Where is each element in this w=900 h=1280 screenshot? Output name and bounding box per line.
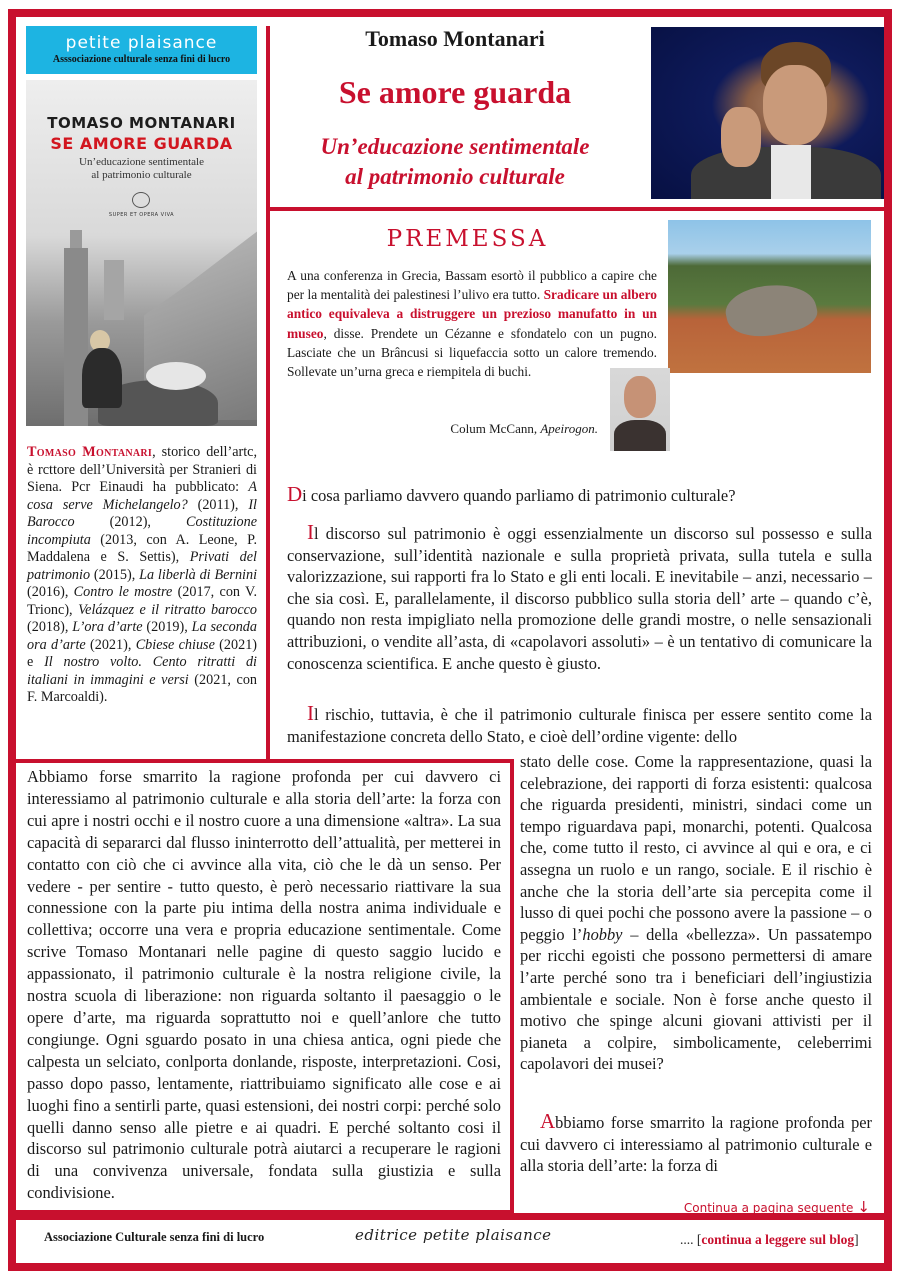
bio-works	[27, 479, 257, 705]
premessa-text-before: A una conferenza in Grecia, Bassam esortò il pubblico a capire che per la mentalità dei palestinesi l’ulivo era tutto.	[287, 268, 657, 303]
bio-work-title: La liberlà di Bernini	[139, 566, 258, 583]
continue-next-page-link[interactable]	[600, 1198, 870, 1216]
footer-association: Associazione Culturale senza fini di lucro	[44, 1230, 265, 1244]
premessa-quote	[287, 266, 657, 381]
cover-author: TOMASO MONTANARI	[47, 114, 236, 132]
bio-work-title: A cosa serve Michelangelo?	[27, 479, 257, 513]
paragraph-text: l discorso sul patrimonio è oggi essenzialmente un discorso sul possesso e sulla conservazione, sull’identità nazionale e sulla proprietà privata, sulla tutela e sulla valorizzazione, sui rapporti fra lo Stato e gli enti locali. E inevitabile – anzi, necessario – che sia così. E, parallelamente, il discorso pubblico sulla storia dell’ arte – quando c’è, quando non resta impigliato nella promozione delle grandi mostre, o nelle sensazionali attribuzioni, o vendite all’asta, di «capolavori assoluti» – è un tentativo di comunicare la conoscenza scientifica. E anche questo è giusto.	[287, 524, 872, 673]
citation-author: Colum McCann,	[450, 421, 541, 436]
bio-work-note: (2011),	[187, 496, 249, 513]
portrait-hand	[721, 107, 761, 167]
bio-work-title: Privati del patrimonio	[27, 549, 257, 583]
continue-label: Continua a pagina seguente	[683, 1201, 854, 1215]
bio-work-title: Il nostro volto. Cento ritratti di italiani in immagini e versi	[27, 654, 257, 688]
publisher-emblem-icon	[132, 192, 150, 208]
footer-blog-prefix: .... [	[680, 1232, 702, 1247]
bio-work-note: (2013, con A. Leone, P. Maddalena e S. Settis),	[27, 531, 257, 565]
mccann-face	[624, 376, 656, 418]
book-subtitle	[275, 132, 635, 192]
premessa-highlight: Sradicare un albero antico equivaleva a distruggere un prezioso manufatto in un museo	[287, 287, 657, 341]
book-title: Se amore guarda	[338, 74, 572, 110]
bio-work-title: Il Barocco	[27, 496, 257, 530]
cover-subtitle-line2: al patrimonio culturale	[91, 169, 192, 181]
bio-work-title: Cbiese chiuse	[135, 636, 215, 653]
portrait-face	[763, 65, 827, 145]
book-subtitle-line1: Un’educazione sentimentale	[320, 134, 590, 159]
premessa-heading: PREMESSA	[386, 226, 549, 252]
bio-work-note: (2015),	[90, 566, 140, 583]
cover-girl	[82, 348, 122, 408]
bio-work-note: (2017, con V. Trionc),	[27, 584, 258, 618]
mccann-portrait	[610, 368, 670, 451]
bio-work-note: (2021) e	[27, 636, 258, 670]
bio-work-note: (2016),	[27, 584, 74, 600]
main-paragraph-3-continued	[520, 751, 872, 1075]
brand-subtitle: Asssociazione culturale senza fini di lucro	[52, 54, 231, 65]
mccann-body	[614, 420, 666, 451]
blurb-text: Abbiamo forse smarrito la ragione profonda per cui davvero ci interessiamo al patrimonio culturale e alla storia dell’arte: la forza con cui apre i nostri occhi e il nostro cuore a una dimensione «altra». La sua capacità di separarci dal flusso ininterrotto dell’attualità, per metterei in contatto con ciò che ci avvince alla vita, ciò che le dà un senso. Per vedere - per sentire - tutto questo, è però necessario riattivare la sua connessione con la parte piu intima della nostra anima individuale e collettiva; occorre una vera e propria educazione sentimentale. Come scrive Tomaso Montanari nelle pagine di questo saggio lucido e appassionato, il patrimonio culturale è la nostra religione civile, la nostra scuola di liberazione: non riguarda soltanto il paesaggio o le opere d’arte, ma riguarda soprattutto noi e quell’anlore che tutto congiunge. Ogni sguardo posato in una chiesa antica, ogni piede che calpesta un selciato, conlporta donlande, risposte, interpretazioni. Cosi, passo dopo passo, lentamente, riattribuiamo significato alle cose e ai luoghi fino a sentirli parte, quasi estensioni, dei nostri corpi: perché solo quelli danno senso alle pietre e ai quadri. E perché soltanto cosi il discorso sul patrimonio culturale potrà aiutarci a recuperare le ragioni di una convivenza universale, fondata sulla giustizia e sulla condivisione.	[27, 767, 501, 1203]
portrait-shirt	[771, 145, 811, 199]
cover-title: SE AMORE GUARDA	[50, 134, 233, 153]
paragraph-text: stato delle cose. Come la rappresentazione, quasi la celebrazione, dei rapporti di forza esistenti: qualcosa che riguarda presidenti, ministri, sindaci come un tempo riguardava papi, monarchi, potenti. Qualcosa che, come tutto il resto, ci avvince al qui e ora, e ci assegna un ruolo e un rango, sociale. E il rischio è anche che la storia dell’arte sia percepita come il lusso di quei pochi che possono avere la passione – o peggio l’	[520, 752, 872, 944]
author-portrait	[651, 27, 884, 199]
paragraph-text: bbiamo forse smarrito la ragione profonda per cui davvero ci interessiamo al patrimonio culturale e alla storia dell’arte: la forza di	[520, 1113, 872, 1176]
citation-work: Apeirogon.	[540, 421, 598, 436]
cover-statue	[104, 260, 124, 320]
author-bio	[27, 444, 257, 707]
footer-blog-suffix: ]	[854, 1232, 859, 1247]
bio-work-note: (2021),	[85, 636, 136, 653]
book-subtitle-line2: al patrimonio culturale	[345, 164, 565, 189]
main-paragraph-4	[520, 1111, 872, 1177]
drop-cap: A	[540, 1109, 556, 1133]
cover-subtitle	[26, 156, 257, 182]
olive-tree-photo	[668, 220, 871, 373]
bio-author-name: Tomaso Montanari	[27, 444, 153, 460]
olive-trunk	[722, 276, 820, 344]
footer-blog	[680, 1232, 859, 1248]
bio-work-title: Contro le mostre	[73, 584, 173, 600]
cover-subtitle-line1: Un’educazione sentimentale	[79, 156, 204, 168]
bio-work-title: Velázquez e il ritratto barocco	[78, 601, 258, 618]
cover-bundle	[146, 362, 206, 390]
bio-work-note: (2012),	[74, 514, 187, 530]
publisher-brand[interactable]	[26, 26, 257, 74]
paragraph-text: – della «bellezza». Un passatempo per ricchi egoisti che possono permettersi di amare l’arte perché sono tra i beneficiari dell’ingiustizia ambientale e sociale. Non è forse anche questo il motivo che spinge alcuni giovani attivisti per il pianeta a colpire, simbolicamente, celeberrimi capolavori dei musei?	[520, 924, 872, 1074]
hobby-word: hobby	[582, 924, 623, 944]
column-divider	[266, 26, 270, 759]
bio-work-title: L’ora d’arte	[72, 619, 143, 635]
bio-work-note: (2019),	[142, 619, 192, 635]
cover-tower-top	[70, 230, 82, 250]
header-divider	[266, 207, 884, 211]
main-paragraph-1	[287, 484, 872, 507]
bio-work-title: Costituzione incompiuta	[27, 514, 257, 548]
premessa-citation	[400, 421, 598, 437]
paragraph-text: l rischio, tuttavia, è che il patrimonio culturale finisca per essere sentito come la manifestazione concreta dello Stato, e cioè dell’ordine vigente: dello	[287, 705, 872, 746]
cover-series: SUPER ET OPERA VIVA	[108, 212, 175, 218]
bio-work-note: (2018),	[27, 619, 73, 635]
paragraph-text: i cosa parliamo davvero quando parliamo di patrimonio culturale?	[302, 486, 736, 505]
drop-cap: D	[287, 482, 303, 506]
drop-cap: I	[307, 701, 314, 725]
arrow-down-icon: ↓	[857, 1198, 870, 1216]
bio-work-note: (2021, con F. Marcoaldi).	[27, 671, 258, 705]
brand-name: petite plaisance	[65, 33, 218, 53]
bio-work-title: La seconda ora d’arte	[27, 619, 257, 653]
author-heading: Tomaso Montanari	[365, 26, 545, 51]
main-paragraph-3	[287, 703, 872, 747]
premessa-text-after: , disse. Prendete un Cézanne e sfondatelo con un pugno. Lasciate che un Brâncusi si liquefaccia sotto un calore tremendo. Sollevate un’urna greca e riempitela di buchi.	[287, 325, 657, 380]
main-paragraph-2	[287, 522, 872, 674]
continue-reading-blog-link[interactable]: continua a leggere sul blog	[701, 1232, 855, 1247]
footer-publisher: editrice petite plaisance	[355, 1226, 552, 1244]
book-cover	[26, 80, 257, 426]
drop-cap: I	[307, 520, 314, 544]
bio-intro: , storico dell’artc, è rcttore dell’Università per Stranieri di Siena. Pcr Einaudi ha pubblicato:	[27, 444, 258, 495]
